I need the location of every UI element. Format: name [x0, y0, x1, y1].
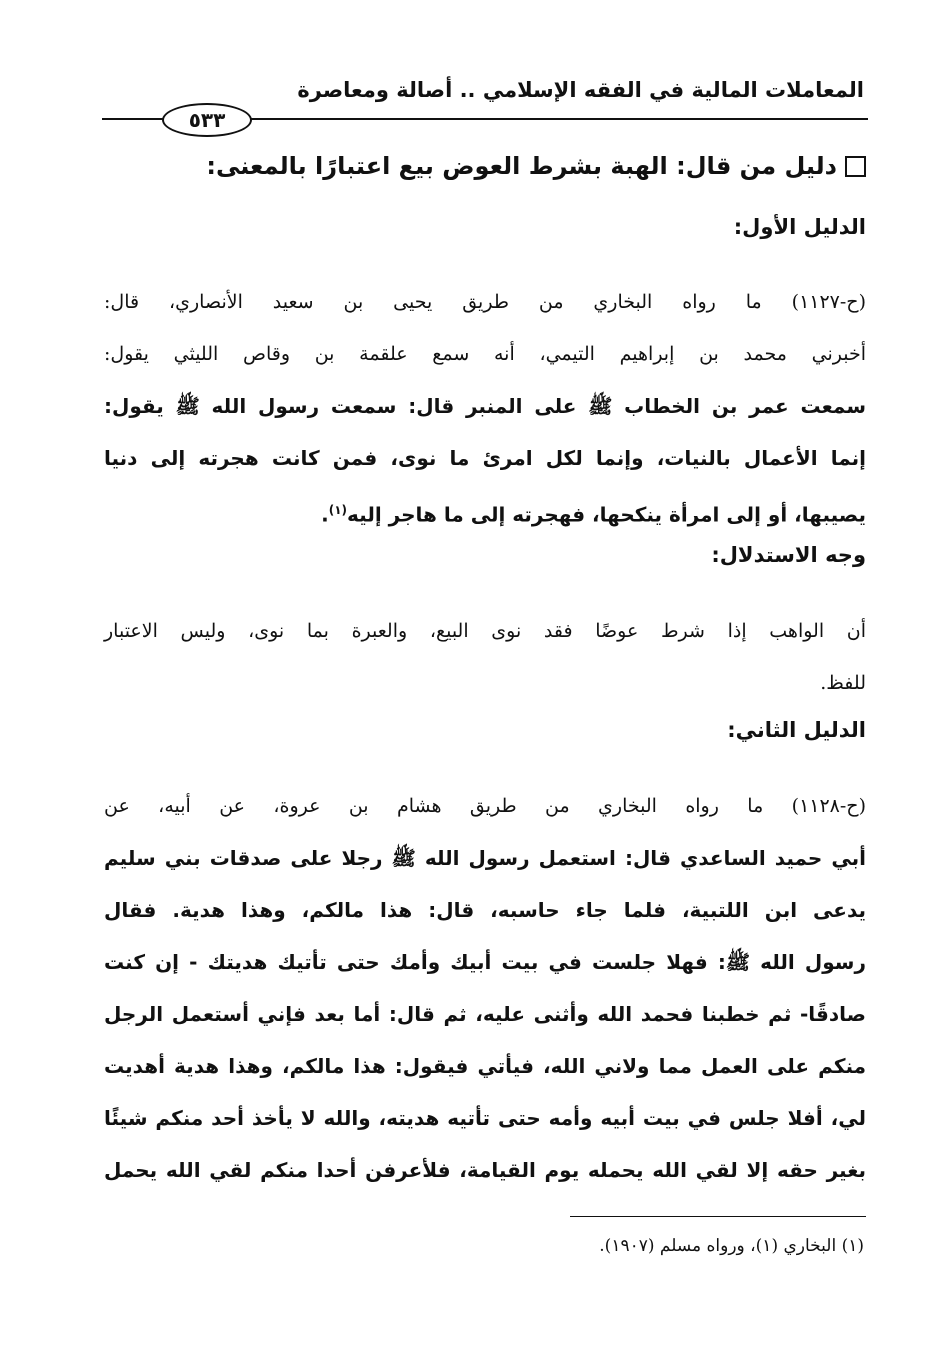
evidence-2-line: صادقًا- ثم خطبنا فحمد الله وأثنى عليه، ثم قال: أما بعد فإني أستعمل الرجل [104, 1002, 866, 1026]
footnote-rule [570, 1216, 866, 1217]
evidence-1-line: (ح-١١٢٧) ما رواه البخاري من طريق يحيى بن سعيد الأنصاري، قال: [104, 291, 866, 313]
inference-text [104, 605, 866, 709]
end-punctuation: . [321, 502, 329, 527]
evidence-2-text [104, 780, 866, 1196]
inference-line: أن الواهب إذا شرط عوضًا فقد نوى البيع، والعبرة بما نوى، وليس الاعتبار [104, 620, 866, 642]
evidence-2-line: منكم على العمل مما ولاني الله، فيأتي فيقول: هذا مالكم، وهذا هدية أهديت [104, 1054, 866, 1078]
evidence-2-line: رسول الله ﷺ: فهلا جلست في بيت أبيك وأمك حتى تأتيك هديتك - إن كنت [104, 950, 866, 974]
evidence-2-line: لي، أفلا جلس في بيت أبيه وأمه حتى تأتيه هديته، والله لا يأخذ أحد منكم شيئًا [104, 1106, 866, 1130]
evidence-2-line: (ح-١١٢٨) ما رواه البخاري من طريق هشام بن عروة، عن أبيه، عن [104, 795, 866, 817]
evidence-1-line: أخبرني محمد بن إبراهيم التيمي، أنه سمع علقمة بن وقاص الليثي يقول: [104, 343, 866, 365]
section-title-text: دليل من قال: الهبة بشرط العوض بيع اعتبارًا بالمعنى: [206, 152, 837, 180]
square-bullet-icon [845, 156, 866, 177]
evidence-2-heading: الدليل الثاني: [727, 718, 866, 742]
evidence-1-line: إنما الأعمال بالنيات، وإنما لكل امرئ ما نوى، فمن كانت هجرته إلى دنيا [104, 446, 866, 470]
footnote-marker: (١) [328, 503, 348, 517]
evidence-1-heading: الدليل الأول: [733, 215, 866, 239]
evidence-1-line: يصيبها، أو إلى امرأة ينكحها، فهجرته إلى ما هاجر إليه [347, 502, 866, 527]
evidence-2-line: يدعى ابن اللتبية، فلما جاء حاسبه، قال: هذا مالكم، وهذا هدية. فقال [104, 898, 866, 922]
running-header-title: المعاملات المالية في الفقه الإسلامي .. أصالة ومعاصرة [297, 78, 864, 102]
evidence-1-line: سمعت عمر بن الخطاب ﷺ على المنبر قال: سمعت رسول الله ﷺ يقول: [104, 394, 866, 418]
evidence-2-line: بغير حقه إلا لقي الله يحمله يوم القيامة، فلأعرفن أحدا منكم لقي الله يحمل [104, 1158, 866, 1182]
section-title [206, 152, 866, 180]
evidence-1-text [104, 276, 866, 536]
inference-line: للفظ. [820, 672, 866, 694]
evidence-2-line: أبي حميد الساعدي قال: استعمل رسول الله ﷺ رجلا على صدقات بني سليم [104, 846, 866, 870]
evidence-1-last-line [104, 484, 866, 536]
page-number: ٥٣٣ [162, 103, 252, 137]
inference-heading: وجه الاستدلال: [711, 543, 866, 567]
footnote: (١) البخاري (١)، ورواه مسلم (١٩٠٧). [599, 1236, 864, 1256]
